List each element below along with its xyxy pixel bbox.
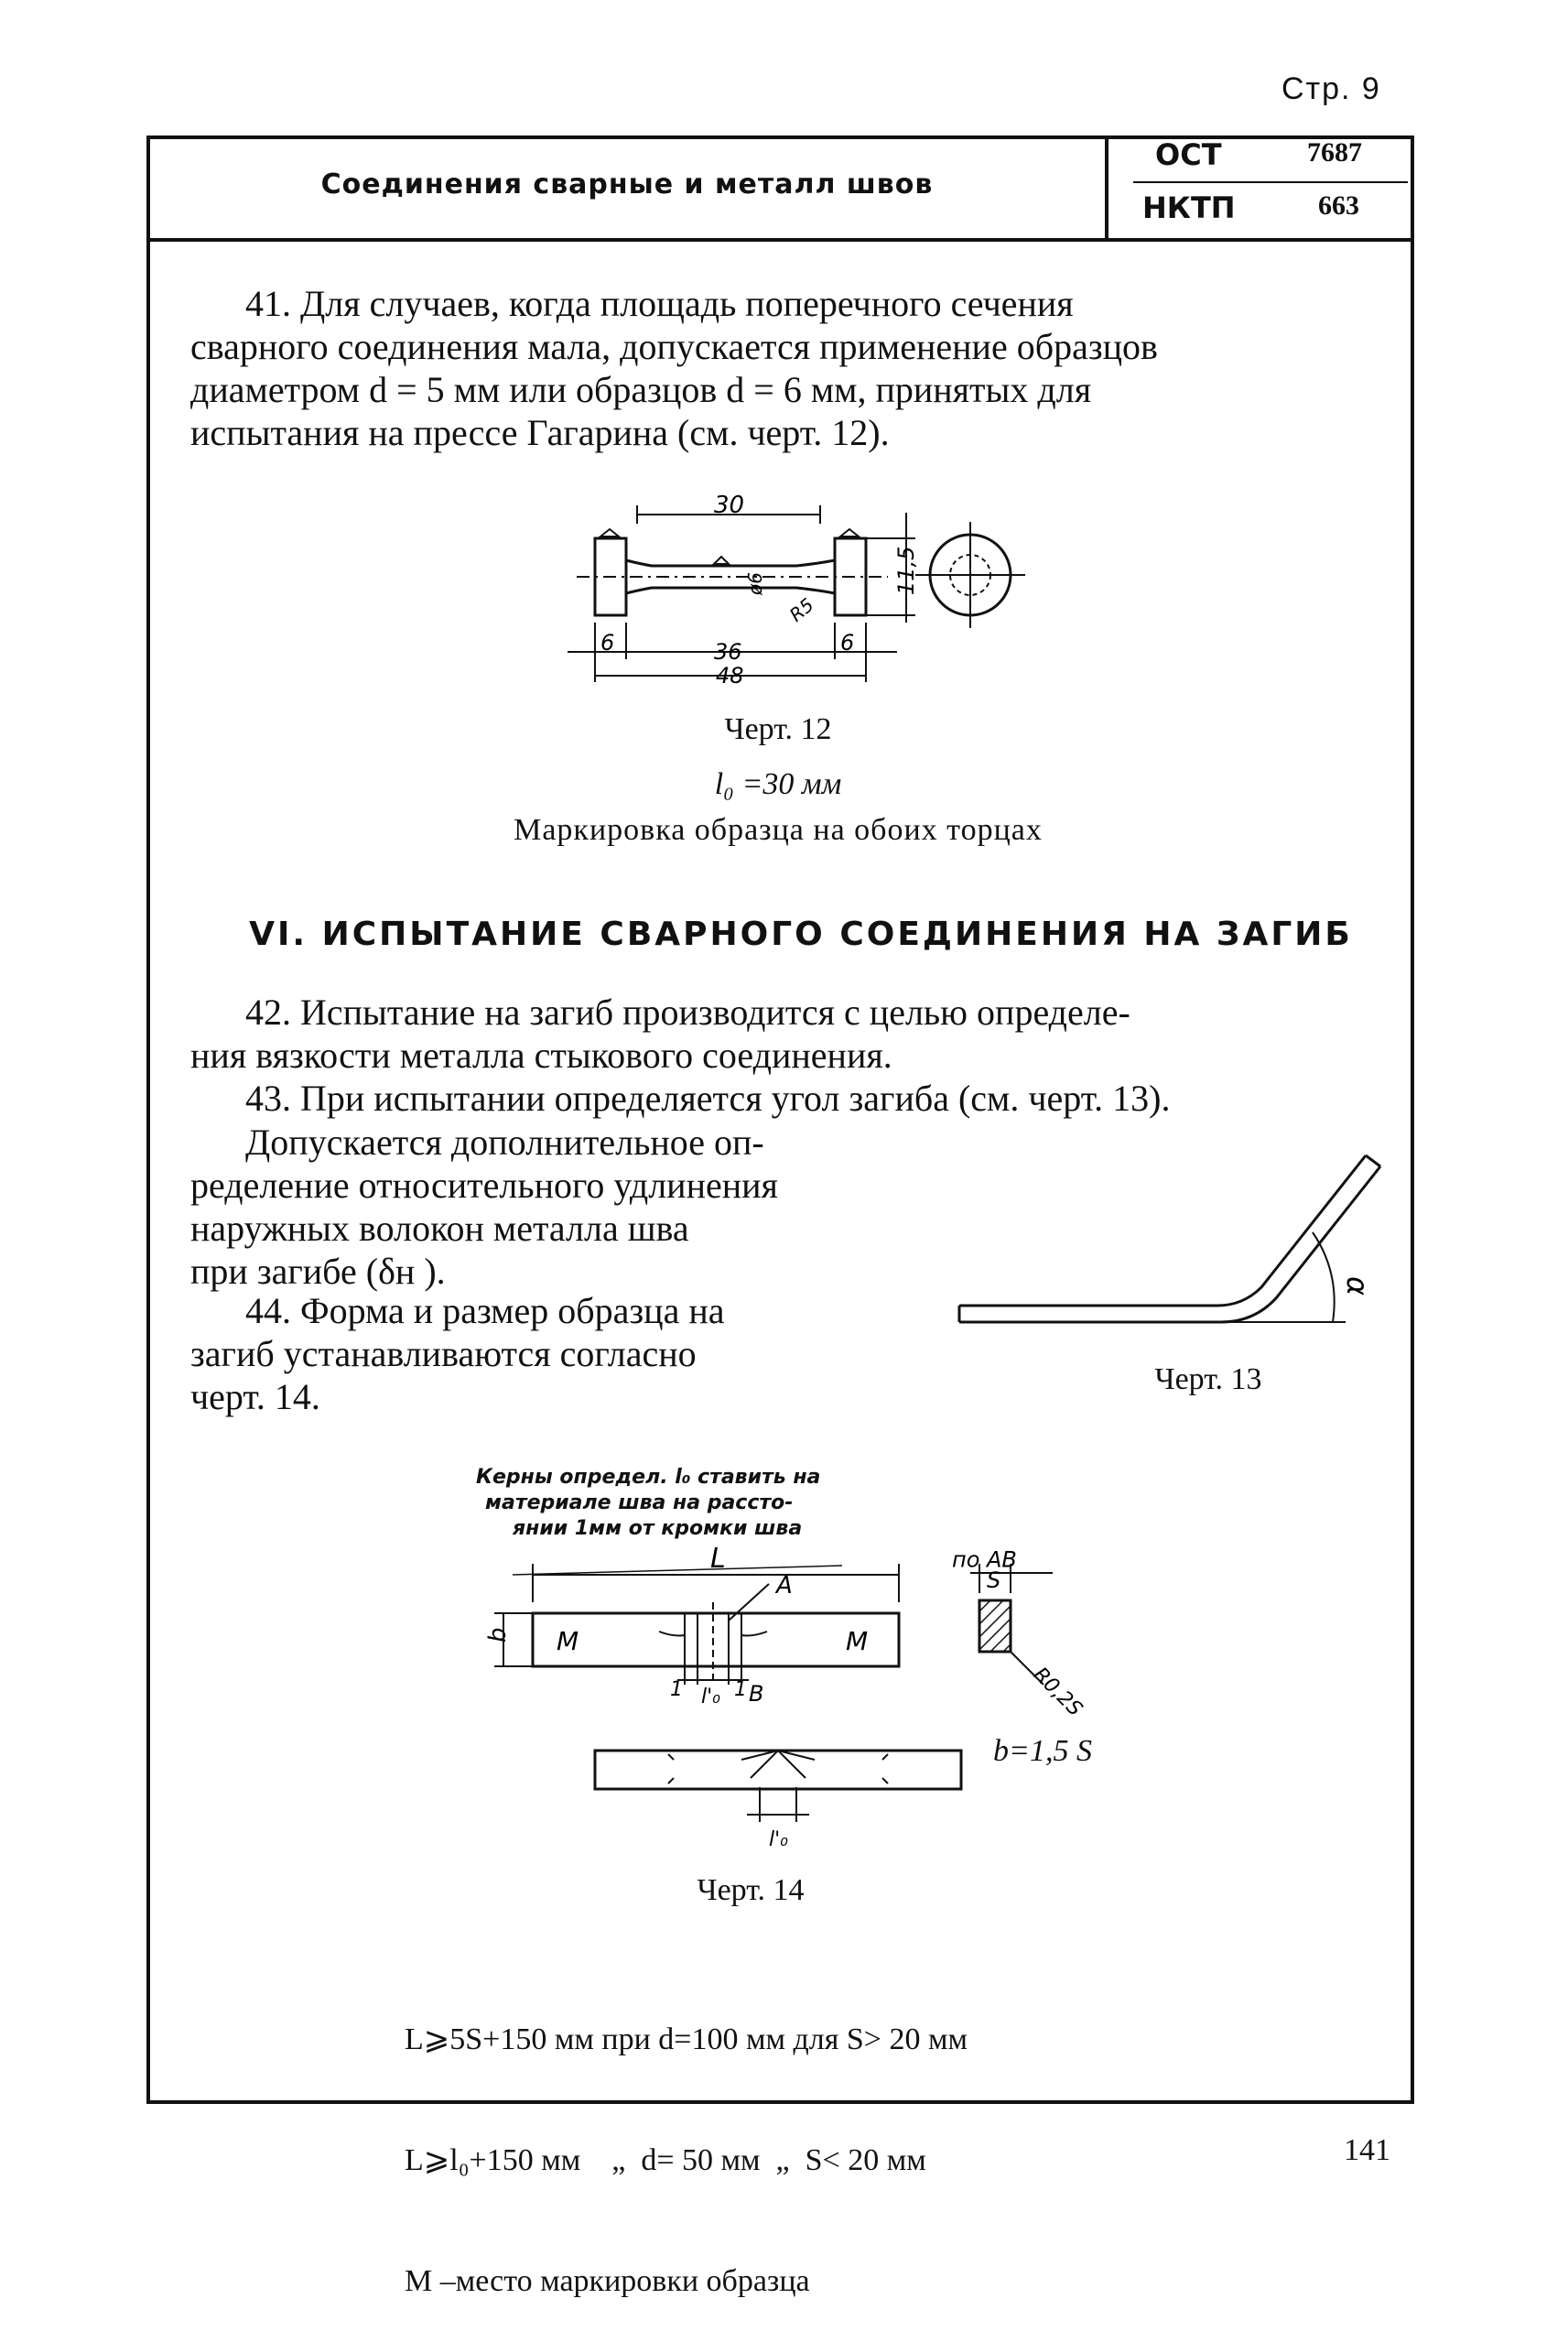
formula-block xyxy=(405,1939,968,2342)
label-A: A xyxy=(776,1572,793,1599)
header-title: Соединения сварные и металл швов xyxy=(320,168,934,201)
standard-nktp: НКТП xyxy=(1142,190,1236,225)
label-M-right: M xyxy=(846,1626,869,1656)
p42-line-2: ния вязкости металла стыкового соединения. xyxy=(190,1035,892,1076)
dim-phi6: ø6 xyxy=(744,572,766,595)
page-number: 141 xyxy=(1344,2133,1390,2167)
formula-line-3: M –место маркировки образца xyxy=(405,2264,810,2298)
dim-36: 36 xyxy=(714,639,742,665)
p43-line-3: наружных волокон металла шва xyxy=(190,1208,689,1249)
label-L: L xyxy=(710,1547,726,1575)
paragraph-42 xyxy=(190,991,1380,1077)
section-label-AB: по AB xyxy=(952,1547,1017,1573)
note-line-3: янии 1мм от кромки шва xyxy=(513,1517,803,1540)
label-radius: R0,2S xyxy=(1028,1663,1087,1721)
standard-ost: ОСТ xyxy=(1155,137,1222,172)
paragraph-41 xyxy=(190,282,1371,454)
p41-line-1: 41. Для случаев, когда площадь поперечного сечения xyxy=(245,283,1074,324)
figure-13-caption: Черт. 13 xyxy=(1154,1362,1262,1396)
p44-line-1: 44. Форма и размер образца на xyxy=(245,1290,725,1331)
label-1-right: 1 xyxy=(734,1678,747,1701)
p43-line-1: Допускается дополнительное оп- xyxy=(245,1122,764,1163)
dim-30: 30 xyxy=(714,494,745,519)
p44-line-3: черт. 14. xyxy=(190,1376,320,1417)
formula-line-2: L⩾l₀+150 мм „ d= 50 мм „ S< 20 мм xyxy=(405,2143,926,2177)
header-vertical-divider xyxy=(1105,139,1108,238)
label-M-left: M xyxy=(557,1626,579,1656)
p43-line-2: ределение относительного удлинения xyxy=(190,1165,778,1206)
dim-48: 48 xyxy=(716,663,744,689)
alpha-angle-label: α xyxy=(1340,1276,1375,1296)
p41-line-4: испытания на прессе Гагарина (см. черт. 12). xyxy=(190,412,890,453)
label-l0-top: l'₀ xyxy=(701,1686,720,1708)
label-b: b xyxy=(484,1627,512,1643)
p42-line-1: 42. Испытание на загиб производится с целью определе- xyxy=(245,992,1130,1033)
label-S: S xyxy=(987,1567,1001,1593)
figure-13-drawing xyxy=(952,1135,1382,1337)
dim-6-right: 6 xyxy=(840,630,855,656)
dim-11-5: 11,5 xyxy=(893,546,919,595)
label-l0-bottom: l'₀ xyxy=(769,1828,788,1851)
formula-line-1: L⩾5S+150 мм при d=100 мм для S> 20 мм xyxy=(405,2022,968,2056)
paragraph-44 xyxy=(190,1289,904,1418)
p43-first-line: 43. При испытании определяется угол загиба (см. черт. 13). xyxy=(245,1078,1171,1119)
figure-14-note xyxy=(476,1465,897,1542)
figure-12-drawing xyxy=(549,494,1062,705)
note-line-2: материале шва на рассто- xyxy=(485,1491,794,1514)
p44-line-2: загиб устанавливаются согласно xyxy=(190,1333,697,1374)
standard-fraction-line xyxy=(1133,181,1408,183)
note-line-1: Керны определ. l₀ ставить на xyxy=(476,1466,821,1489)
standard-number-bottom: 663 xyxy=(1318,190,1359,221)
figure-14-drawing xyxy=(458,1547,1153,1859)
page-label: Стр. 9 xyxy=(1281,71,1381,106)
header-divider-line xyxy=(146,238,1414,242)
p43-line-4: при загибе (δн ). xyxy=(190,1251,446,1292)
figure-12-caption: Черт. 12 xyxy=(724,712,832,746)
figure-12-l0: l₀ =30 мм xyxy=(714,767,842,801)
paragraph-43 xyxy=(190,1121,904,1293)
p41-line-2: сварного соединения мала, допускается применение образцов xyxy=(190,326,1158,367)
dim-6-left: 6 xyxy=(600,630,615,656)
section-title-vi: VI. ИСПЫТАНИЕ СВАРНОГО СОЕДИНЕНИЯ НА ЗАГИБ xyxy=(249,916,1353,953)
standard-number-top: 7687 xyxy=(1307,137,1362,168)
label-B: B xyxy=(749,1681,764,1707)
label-1-left: 1 xyxy=(670,1678,683,1701)
figure-14-caption: Черт. 14 xyxy=(697,1873,805,1907)
b-formula: b=1,5 S xyxy=(993,1734,1092,1768)
p41-line-3: диаметром d = 5 мм или образцов d = 6 мм, принятых для xyxy=(190,369,1092,410)
figure-12-marking: Маркировка образца на обоих торцах xyxy=(514,813,1043,847)
dim-r5: R5 xyxy=(784,593,818,626)
